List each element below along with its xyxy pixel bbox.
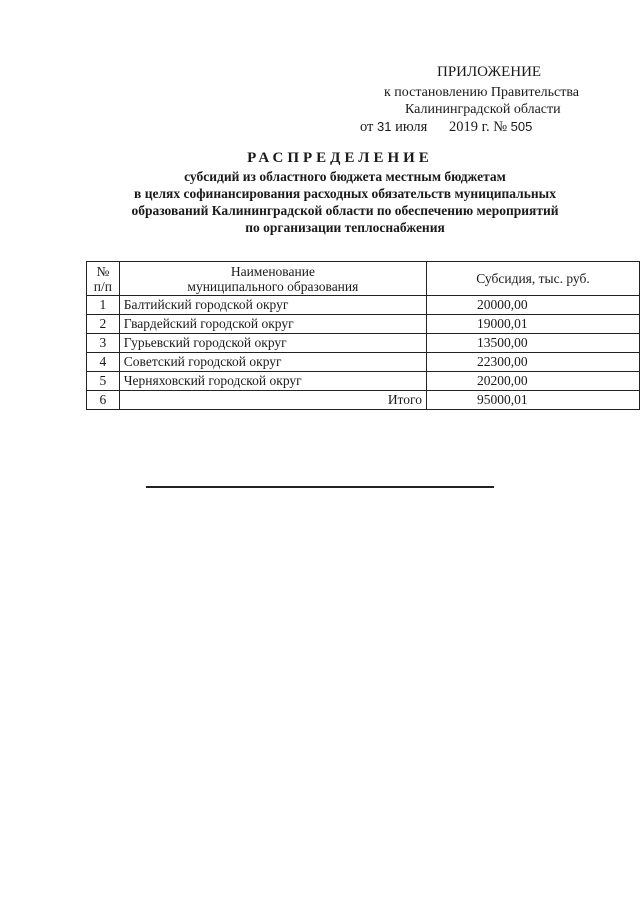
table-row bbox=[87, 296, 640, 315]
row-name: Гурьевский городской округ bbox=[119, 334, 426, 353]
closing-divider bbox=[146, 486, 494, 488]
row-name: Советский городской округ bbox=[119, 353, 426, 372]
table-row bbox=[87, 315, 640, 334]
annex-title: ПРИЛОЖЕНИЕ bbox=[437, 64, 542, 80]
row-num: 4 bbox=[87, 353, 120, 372]
row-name: Гвардейский городской округ bbox=[119, 315, 426, 334]
header-name bbox=[119, 262, 426, 296]
date-prefix: от bbox=[360, 119, 378, 135]
table-header-row bbox=[87, 262, 640, 296]
header-num-line2: п/п bbox=[93, 278, 112, 294]
document-heading: РАСПРЕДЕЛЕНИЕ bbox=[247, 150, 433, 166]
table-row bbox=[87, 334, 640, 353]
row-name: Балтийский городской округ bbox=[119, 296, 426, 315]
subtitle-line: по организации теплоснабжения bbox=[245, 220, 445, 235]
table-total-row bbox=[87, 391, 640, 410]
row-sum: 20000,00 bbox=[426, 296, 639, 315]
row-num: 2 bbox=[87, 315, 120, 334]
date-month: июля bbox=[395, 119, 428, 135]
total-num: 6 bbox=[87, 391, 120, 410]
header-num-line1: № bbox=[96, 263, 110, 279]
date-year: 2019 г. № bbox=[449, 119, 508, 135]
annex-resolution-line: к постановлению Правительства bbox=[384, 85, 580, 100]
date-day: 31 bbox=[377, 119, 392, 134]
subtitle-line: образований Калининградской области по обеспечению мероприятий bbox=[131, 203, 559, 218]
table-row bbox=[87, 353, 640, 372]
header-name-line1: Наименование bbox=[230, 263, 315, 279]
row-num: 3 bbox=[87, 334, 120, 353]
annex-date-line bbox=[360, 118, 532, 136]
header-num bbox=[87, 262, 120, 296]
row-name: Черняховский городской округ bbox=[119, 372, 426, 391]
row-sum: 13500,00 bbox=[426, 334, 639, 353]
header-name-line2: муниципального образования bbox=[187, 278, 359, 294]
header-sum: Субсидия, тыс. руб. bbox=[426, 262, 639, 296]
annex-region-line: Калининградской области bbox=[405, 102, 561, 117]
total-sum: 95000,01 bbox=[426, 391, 639, 410]
row-sum: 19000,01 bbox=[426, 315, 639, 334]
subsidy-table bbox=[86, 261, 640, 410]
table-row bbox=[87, 372, 640, 391]
resolution-number: 505 bbox=[510, 119, 533, 134]
total-label: Итого bbox=[119, 391, 426, 410]
subtitle-line: субсидий из областного бюджета местным бюджетам bbox=[184, 169, 506, 184]
row-sum: 20200,00 bbox=[426, 372, 639, 391]
row-num: 1 bbox=[87, 296, 120, 315]
subtitle-line: в целях софинансирования расходных обязательств муниципальных bbox=[134, 186, 556, 201]
row-num: 5 bbox=[87, 372, 120, 391]
row-sum: 22300,00 bbox=[426, 353, 639, 372]
